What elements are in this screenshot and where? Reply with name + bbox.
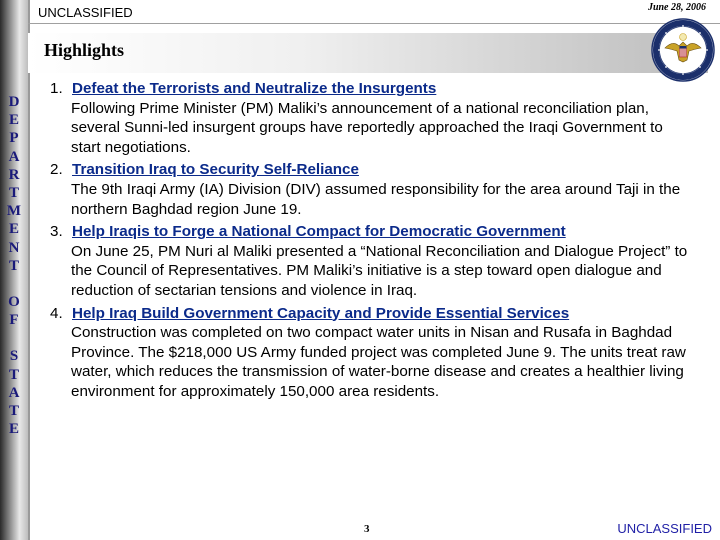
sidebar-letter: A: [8, 384, 20, 401]
item-number: 3.: [50, 223, 63, 241]
item-body: Following Prime Minister (PM) Maliki’s announcement of a national reconciliation plan, several Sunni-led insurgent groups have reportedly approached the Iraqi Government to start negotiations.: [71, 99, 663, 156]
item-heading: Transition Iraq to Security Self-Reliance: [72, 161, 359, 179]
item-number: 2.: [50, 161, 63, 179]
sidebar-divider: [28, 0, 30, 540]
list-item: [50, 222, 695, 300]
page-title: Highlights: [44, 40, 125, 60]
sidebar-letter: N: [8, 239, 20, 256]
sidebar-letter: T: [8, 366, 19, 383]
item-number: 4.: [50, 304, 63, 322]
item-number: 1.: [50, 80, 63, 97]
list-item: [50, 160, 695, 219]
sidebar-letter: A: [8, 148, 20, 165]
top-classification-label: UNCLASSIFIED: [38, 5, 133, 20]
highlights-list: [50, 79, 695, 405]
sidebar-letter: T: [8, 403, 19, 420]
item-body: The 9th Iraqi Army (IA) Division (DIV) assumed responsibility for the area around Taji in the northern Baghdad region June 19.: [71, 180, 681, 218]
page-number: 3: [364, 523, 370, 535]
item-heading: Help Iraq Build Government Capacity and Provide Essential Services: [72, 304, 570, 322]
list-item: [50, 79, 695, 157]
item-heading: Help Iraqis to Forge a National Compact for Democratic Government: [72, 223, 566, 241]
sidebar-letter: T: [8, 257, 19, 274]
department-of-state-seal-icon: [651, 18, 715, 82]
item-body: Construction was completed on two compact water units in Nisan and Rusafa in Baghdad Province. The $218,000 US Army funded project was completed June 9. The units treat raw water, which reduces the transmission of water-borne disease and creates a healthier living environment for approximately 150,000 area residents.: [71, 324, 686, 400]
sidebar-letter: O: [8, 294, 20, 311]
sidebar-letter: T: [8, 185, 19, 202]
sidebar-letter: P: [9, 130, 19, 147]
sidebar-letter: D: [8, 94, 20, 110]
sidebar-letter: S: [9, 348, 19, 365]
sidebar-letter: E: [8, 421, 19, 438]
item-body: On June 25, PM Nuri al Maliki presented a “National Reconciliation and Dialogue Project” to the Council of Representatives. PM Maliki’s initiative is a step toward open dialogue and reduction of sectarian tensions and violence in Iraq.: [71, 242, 688, 299]
sidebar-department-of-state-text: [0, 93, 28, 438]
date-label: June 28, 2006: [647, 2, 706, 13]
sidebar-letter: E: [8, 221, 19, 238]
sidebar-letter: M: [6, 203, 22, 220]
title-band: [28, 33, 708, 73]
header-rule: [28, 23, 720, 24]
sidebar-letter: E: [8, 112, 19, 129]
sidebar-letter: F: [9, 312, 19, 329]
item-heading: Defeat the Terrorists and Neutralize the Insurgents: [72, 80, 437, 97]
sidebar-letter: R: [8, 166, 20, 183]
list-item: [50, 304, 695, 402]
bottom-classification-label: UNCLASSIFIED: [617, 521, 712, 536]
